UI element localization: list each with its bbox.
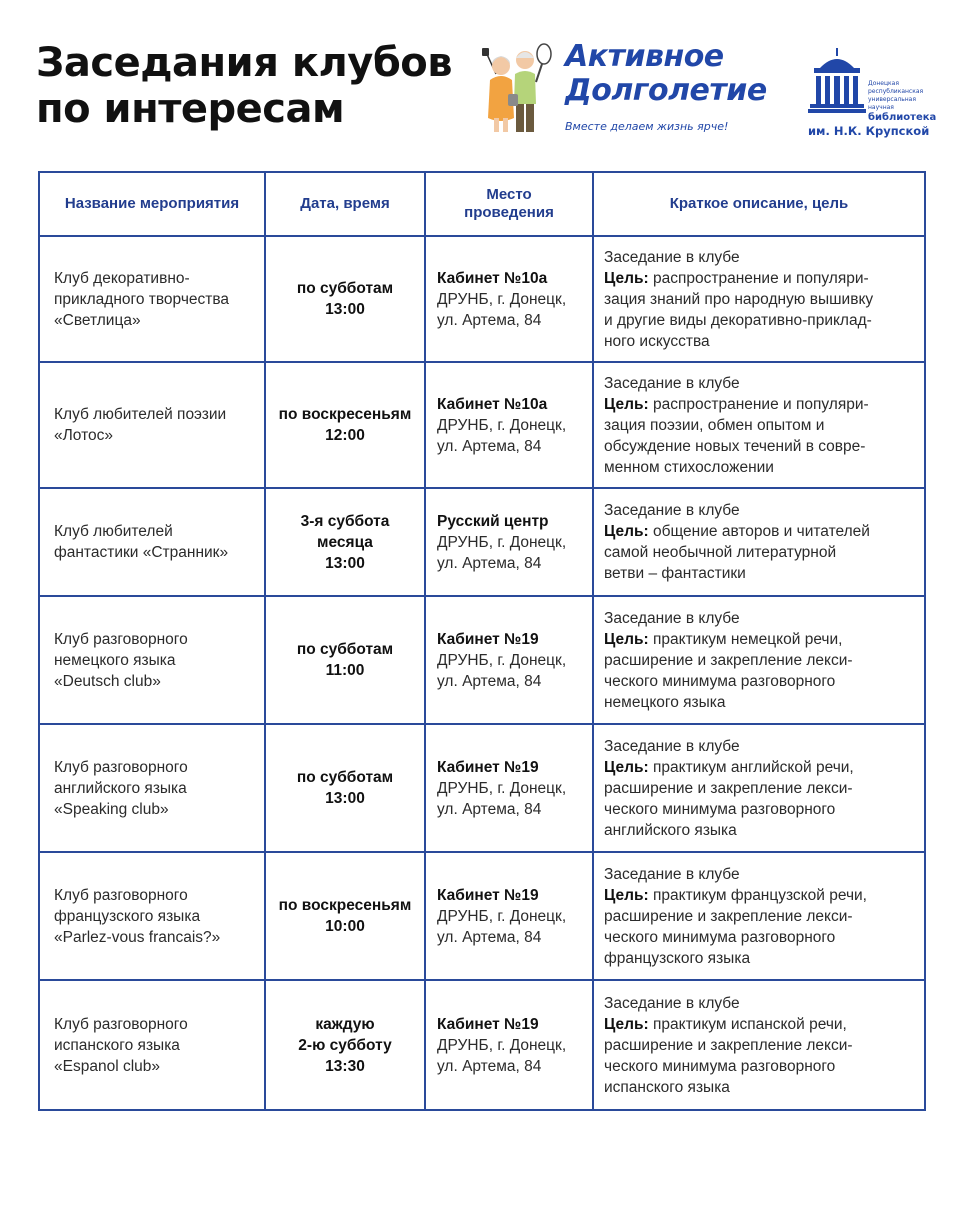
goal-label: Цель: (604, 523, 649, 540)
table-row (39, 596, 925, 724)
event-date-line: по субботам (296, 280, 394, 297)
goal-text: распространение и популяри- (648, 395, 869, 413)
event-date-cell (265, 596, 425, 724)
event-name-line: французского языка (54, 907, 201, 925)
event-name-line: «Deutsch club» (54, 672, 161, 690)
description-first-line: Заседание в клубе (604, 502, 740, 519)
description-line: ного искусства (604, 332, 710, 350)
column-header-description: Краткое описание, цель (593, 172, 925, 236)
goal-line (604, 268, 918, 289)
goal-line (604, 521, 918, 542)
event-room: Кабинет №19 (437, 1015, 539, 1033)
event-description-cell (593, 488, 925, 596)
event-date-line: по субботам (296, 769, 394, 786)
event-description-cell (593, 236, 925, 362)
event-room: Кабинет №10а (437, 395, 548, 413)
event-address-line: ул. Артема, 84 (437, 800, 542, 818)
page-title-line: Заседания клубов (36, 40, 453, 86)
library-text-line: республиканская (868, 88, 924, 95)
event-place-cell (425, 980, 593, 1110)
description-line: расширение и закрепление лекси- (604, 651, 853, 669)
event-description-cell (593, 980, 925, 1110)
event-name-line: фантастики «Странник» (54, 544, 229, 561)
seniors-selfie-illustration (470, 38, 560, 138)
library-text-line: универсальная (868, 96, 916, 103)
description-line: менном стихосложении (604, 458, 774, 476)
event-name-cell (39, 724, 265, 852)
event-room: Кабинет №19 (437, 886, 539, 904)
event-date-line: 2-ю субботу (298, 1036, 392, 1054)
event-name-cell (39, 488, 265, 596)
event-date-line: 13:30 (325, 1057, 365, 1075)
column-header-place-text: Место проведения (464, 186, 554, 221)
page-title-line: по интересам (36, 86, 345, 132)
goal-label: Цель: (604, 395, 649, 413)
event-address-line: ДРУНБ, г. Донецк, (437, 1036, 567, 1054)
event-date-cell (265, 236, 425, 362)
goal-text: практикум немецкой речи, (648, 630, 843, 648)
event-date-cell (265, 980, 425, 1110)
event-description-cell (593, 362, 925, 488)
description-line: обсуждение новых течений в совре- (604, 437, 866, 455)
event-address-line: ДРУНБ, г. Донецк, (437, 533, 567, 551)
event-address-line: ДРУНБ, г. Донецк, (437, 290, 567, 308)
description-line: и другие виды декоративно-приклад- (604, 311, 872, 329)
event-place-cell (425, 362, 593, 488)
event-name-line: Клуб разговорного (54, 886, 188, 904)
library-text-line: научная (868, 104, 894, 111)
active-longevity-logo (565, 40, 785, 133)
event-name-line: Клуб разговорного (54, 758, 188, 776)
table-row (39, 236, 925, 362)
event-place-cell (425, 488, 593, 596)
event-name-line: Клуб любителей (54, 523, 173, 540)
description-line: зация поэзии, обмен опытом и (604, 416, 825, 434)
event-date-line: по субботам (296, 641, 394, 658)
column-header-date: Дата, время (265, 172, 425, 236)
brand-title-line: Активное (565, 39, 724, 74)
description-line: испанского языка (604, 1078, 730, 1096)
description-first-line: Заседание в клубе (604, 994, 740, 1012)
event-name-line: «Лотос» (54, 427, 113, 444)
event-date-cell (265, 852, 425, 980)
goal-text: распространение и популяри- (648, 269, 869, 287)
event-date-line: 13:00 (325, 301, 365, 318)
table-header-row (39, 172, 925, 236)
table-row (39, 362, 925, 488)
event-date-line: месяца (317, 533, 373, 551)
library-word: библиотека (868, 112, 937, 123)
description-first-line: Заседание в клубе (604, 609, 740, 627)
event-date-line: 13:00 (325, 790, 365, 807)
goal-text: практикум французской речи, (648, 886, 867, 904)
goal-line (604, 757, 918, 778)
goal-line (604, 629, 918, 650)
event-name-cell (39, 980, 265, 1110)
description-line: французского языка (604, 949, 751, 967)
library-building-icon (806, 46, 868, 114)
event-place-cell (425, 724, 593, 852)
goal-line (604, 394, 918, 415)
event-name-line: «Speaking club» (54, 800, 169, 818)
event-name-cell (39, 362, 265, 488)
library-description (868, 80, 937, 124)
event-date-line: по воскресеньям (278, 406, 412, 423)
description-first-line: Заседание в клубе (604, 248, 740, 266)
description-first-line: Заседание в клубе (604, 865, 740, 883)
goal-text: общение авторов и читателей (648, 523, 870, 540)
table-row (39, 488, 925, 596)
event-date-line: 12:00 (325, 427, 365, 444)
event-place-cell (425, 236, 593, 362)
event-address-line: ДРУНБ, г. Донецк, (437, 779, 567, 797)
table-row (39, 852, 925, 980)
description-line: ческого минимума разговорного (604, 800, 836, 818)
event-name-line: Клуб декоративно- (54, 269, 190, 287)
event-description-cell (593, 852, 925, 980)
event-date-line: 11:00 (325, 662, 365, 679)
goal-label: Цель: (604, 758, 649, 776)
goal-line (604, 885, 918, 906)
event-date-line: по воскресеньям (278, 897, 412, 914)
event-name-line: Клуб любителей поэзии (54, 406, 227, 423)
event-name-line: «Светлица» (54, 311, 141, 329)
description-line: расширение и закрепление лекси- (604, 907, 853, 925)
event-name-line: прикладного творчества (54, 290, 230, 308)
description-line: зация знаний про народную вышивку (604, 290, 874, 308)
table-row (39, 980, 925, 1110)
goal-label: Цель: (604, 630, 649, 648)
event-address-line: ДРУНБ, г. Донецк, (437, 907, 567, 925)
event-room: Кабинет №19 (437, 630, 539, 648)
event-name-line: «Parlez-vous francais?» (54, 928, 221, 946)
event-name-line: английского языка (54, 779, 187, 797)
event-date-cell (265, 724, 425, 852)
description-line: расширение и закрепление лекси- (604, 779, 853, 797)
event-address-line: ул. Артема, 84 (437, 672, 542, 690)
description-first-line: Заседание в клубе (604, 737, 740, 755)
event-name-line: немецкого языка (54, 651, 176, 669)
goal-label: Цель: (604, 886, 649, 904)
description-line: ческого минимума разговорного (604, 928, 836, 946)
library-text-line: Донецкая (868, 80, 899, 87)
description-line: ветви – фантастики (604, 565, 746, 582)
table-row (39, 724, 925, 852)
description-line: ческого минимума разговорного (604, 672, 836, 690)
event-room: Русский центр (437, 512, 549, 530)
event-name-cell (39, 596, 265, 724)
event-place-cell (425, 596, 593, 724)
goal-label: Цель: (604, 1015, 649, 1033)
event-address-line: ул. Артема, 84 (437, 1057, 542, 1075)
event-address-line: ул. Артема, 84 (437, 554, 542, 572)
event-date-line: 10:00 (325, 918, 365, 935)
event-description-cell (593, 596, 925, 724)
brand-title-line: Долголетие (565, 73, 767, 108)
goal-line (604, 1014, 918, 1035)
column-header-name: Название мероприятия (39, 172, 265, 236)
event-room: Кабинет №19 (437, 758, 539, 776)
description-line: ческого минимума разговорного (604, 1057, 836, 1075)
event-address-line: ул. Артема, 84 (437, 311, 542, 329)
goal-text: практикум испанской речи, (648, 1015, 847, 1033)
description-line: расширение и закрепление лекси- (604, 1036, 853, 1054)
event-address-line: ДРУНБ, г. Донецк, (437, 416, 567, 434)
event-date-cell (265, 488, 425, 596)
event-name-line: «Espanol club» (54, 1057, 160, 1075)
event-name-cell (39, 852, 265, 980)
description-line: английского языка (604, 821, 737, 839)
goal-label: Цель: (604, 269, 649, 287)
event-name-cell (39, 236, 265, 362)
event-room: Кабинет №10а (437, 269, 548, 287)
page-title (36, 40, 452, 132)
description-line: немецкого языка (604, 693, 726, 711)
event-address-line: ул. Артема, 84 (437, 437, 542, 455)
event-address-line: ул. Артема, 84 (437, 928, 542, 946)
event-name-line: Клуб разговорного (54, 630, 188, 648)
library-name: им. Н.К. Крупской (808, 124, 930, 138)
event-date-line: каждую (315, 1015, 375, 1033)
description-first-line: Заседание в клубе (604, 374, 740, 392)
event-name-line: испанского языка (54, 1036, 180, 1054)
event-description-cell (593, 724, 925, 852)
event-date-cell (265, 362, 425, 488)
goal-text: практикум английской речи, (648, 758, 854, 776)
event-place-cell (425, 852, 593, 980)
description-line: самой необычной литературной (604, 544, 837, 561)
event-date-line: 3-я суббота (300, 512, 390, 530)
column-header-place (425, 172, 593, 236)
event-date-line: 13:00 (325, 554, 365, 572)
events-table (38, 171, 926, 1111)
event-name-line: Клуб разговорного (54, 1015, 188, 1033)
brand-slogan: Вместе делаем жизнь ярче! (565, 120, 729, 133)
event-address-line: ДРУНБ, г. Донецк, (437, 651, 567, 669)
